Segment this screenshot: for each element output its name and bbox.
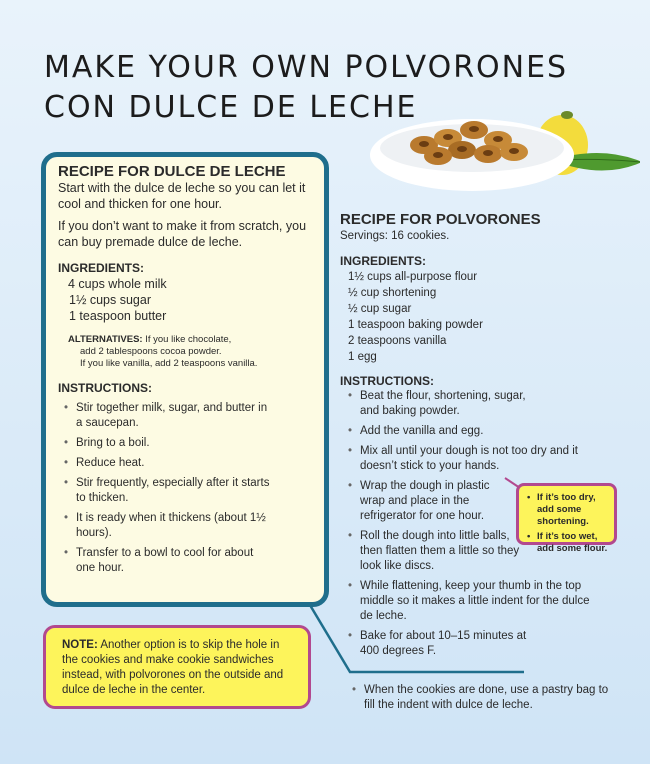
title-line-2: CON DULCE DE LECHE [44,90,418,125]
final-step [350,683,620,713]
polvorones-recipe [340,212,610,659]
list-item: • Wrap the dough in plastic wrap and place in the refrigerator for one hour. [346,479,510,524]
alternatives-text-2: add 2 tablespoons cocoa powder. [80,346,222,357]
dulce-ingredients-heading: INGREDIENTS: [58,261,145,275]
list-item: • Add the vanilla and egg. [346,424,610,439]
list-item: • Bring to a boil. [62,436,274,451]
list-item: 1½ cups sugar [69,293,151,307]
dulce-instructions-list [58,401,274,576]
tip-dry: • If it’s too dry, add some shortening. [527,492,610,528]
list-item: 1½ cups all-purpose flour [348,271,478,283]
dulce-ingredients-list [58,276,316,324]
dulce-de-leche-card [41,152,329,607]
alternatives-label: ALTERNATIVES: [68,334,143,345]
list-item: • Beat the flour, shortening, sugar, and baking powder. [346,389,535,419]
polvorones-instructions-heading: INSTRUCTIONS: [340,374,434,388]
polvorones-servings: Servings: 16 cookies. [340,230,450,242]
dough-tip-box [516,483,617,554]
list-item: 1 egg [348,351,377,363]
list-item: ½ cup shortening [348,287,437,299]
list-item: • It is ready when it thickens (about 1½ hours). [62,511,274,541]
list-item: • Reduce heat. [62,456,274,471]
alternatives-text-1: If you like chocolate, [145,334,232,345]
list-item: • Transfer to a bowl to cool for about one hour. [62,546,274,576]
note-text: Another option is to skip the hole in the cookies and make cookie sandwiches instead, with polvorones on the outside and dulce de leche in the center. [62,639,284,696]
polvorones-ingredients-list [340,269,610,365]
dulce-premade: If you don’t want to make it from scratch, you can buy premade dulce de leche. [58,219,307,249]
list-item: • When the cookies are done, use a pastry bag to fill the indent with dulce de leche. [350,683,620,713]
polvorones-ingredients-heading: INGREDIENTS: [340,254,427,268]
list-item: • Stir together milk, sugar, and butter in a saucepan. [62,401,274,431]
list-item: 1 teaspoon butter [69,309,167,323]
title-line-1: MAKE YOUR OWN POLVORONES [44,50,569,85]
dulce-heading: RECIPE FOR DULCE DE LECHE [58,163,286,180]
list-item: • Roll the dough into little balls, then flatten them a little so they look like discs. [346,529,520,574]
cookie-bowl-illustration [362,100,640,200]
list-item: ½ cup sugar [348,303,412,315]
list-item: 2 teaspoons vanilla [348,335,447,347]
polvorones-heading: RECIPE FOR POLVORONES [340,211,541,228]
list-item: • While flattening, keep your thumb in the top middle so it makes a little indent for the dulce de leche. [346,579,590,624]
dulce-instructions-heading: INSTRUCTIONS: [58,381,152,395]
tip-wet: • If it’s too wet, add some flour. [527,531,610,555]
list-item: • Mix all until your dough is not too dry and it doesn’t stick to your hands. [346,444,604,474]
list-item: 4 cups whole milk [68,277,167,291]
note-box [43,625,311,709]
dulce-intro: Start with the dulce de leche so you can let it cool and thicken for one hour. [58,181,306,211]
dulce-alternatives [58,334,316,370]
list-item: 1 teaspoon baking powder [348,319,483,331]
list-item: • Stir frequently, especially after it starts to thicken. [62,476,274,506]
alternatives-text-3: If you like vanilla, add 2 teaspoons vanilla. [80,358,258,369]
note-label: NOTE: [62,639,98,651]
list-item: • Bake for about 10–15 minutes at 400 degrees F. [346,629,530,659]
